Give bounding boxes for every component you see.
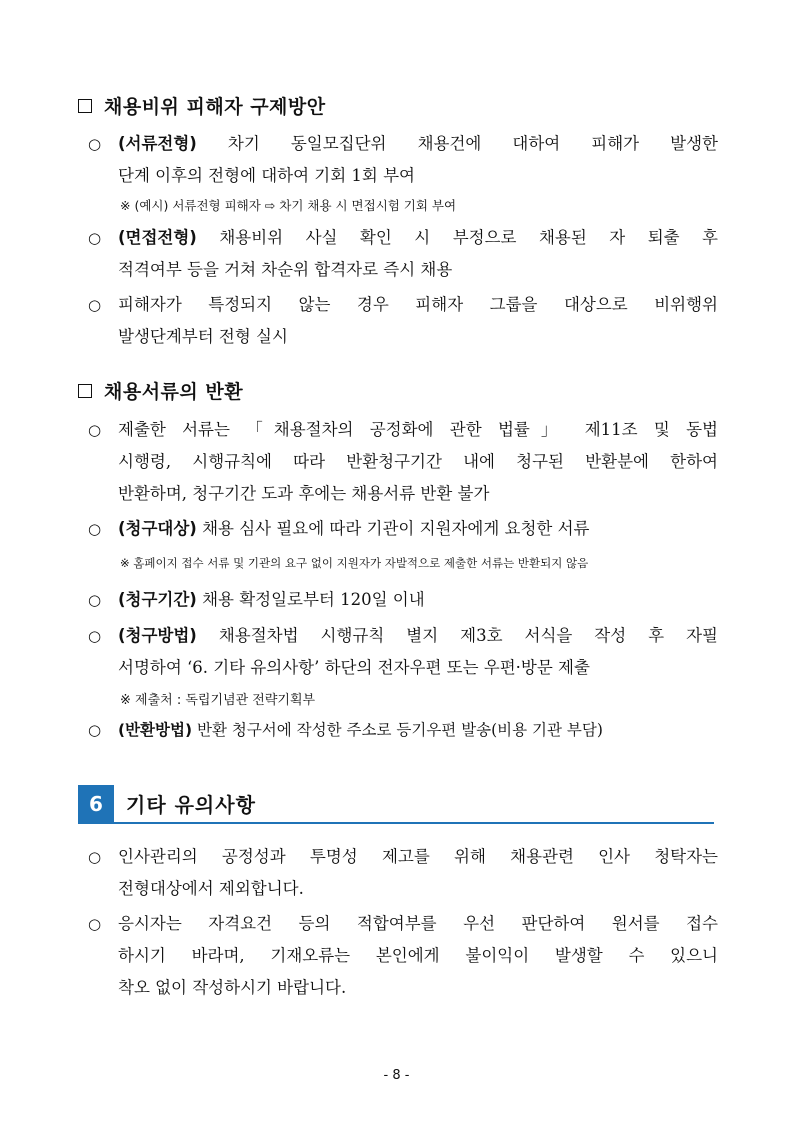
item-text-cont: 하시기 바라며, 기재오류는 본인에게 불이익이 발생할 수 있으니 bbox=[118, 946, 718, 965]
list-item bbox=[88, 414, 718, 510]
page-number: - 8 - bbox=[383, 1068, 410, 1083]
item-label: (면접전형) bbox=[118, 228, 197, 247]
item-text: 피해자가 특정되지 않는 경우 피해자 그룹을 대상으로 비위행위 bbox=[118, 295, 718, 314]
circle-bullet-icon: ○ bbox=[88, 296, 102, 314]
checkbox-square-icon bbox=[78, 99, 92, 113]
item-text: 제출한 서류는 「채용절차의 공정화에 관한 법률」 제11조 및 동법 bbox=[118, 420, 718, 439]
item-text: 응시자는 자격요건 등의 적합여부를 우선 판단하여 원서를 접수 bbox=[118, 914, 718, 933]
checkbox-square-icon bbox=[78, 384, 92, 398]
item-label: (서류전형) bbox=[118, 134, 197, 153]
item-text: 반환 청구서에 작성한 주소로 등기우편 발송(비용 기관 부담) bbox=[192, 721, 603, 739]
heading-text: 채용비위 피해자 구제방안 bbox=[104, 96, 326, 118]
circle-bullet-icon: ○ bbox=[88, 848, 102, 866]
section-number: 6 bbox=[78, 785, 114, 822]
circle-bullet-icon: ○ bbox=[88, 135, 102, 153]
section-6-header bbox=[78, 785, 714, 824]
heading-text: 채용서류의 반환 bbox=[104, 381, 244, 403]
item-text-cont: 발생단계부터 전형 실시 bbox=[118, 327, 288, 346]
item-label: (청구기간) bbox=[118, 590, 197, 609]
circle-bullet-icon: ○ bbox=[88, 520, 102, 538]
list-item bbox=[88, 584, 718, 616]
item-text-cont: 서명하여 ‘6. 기타 유의사항’ 하단의 전자우편 또는 우편·방문 제출 bbox=[118, 658, 590, 677]
item-text: 채용비위 사실 확인 시 부정으로 채용된 자 퇴출 후 bbox=[196, 228, 718, 247]
item-text: 인사관리의 공정성과 투명성 제고를 위해 채용관련 인사 청탁자는 bbox=[118, 847, 718, 866]
list-item bbox=[88, 620, 718, 684]
list-item bbox=[88, 222, 718, 286]
list-item bbox=[88, 908, 718, 1004]
item-text: 채용 심사 필요에 따라 기관이 지원자에게 요청한 서류 bbox=[196, 519, 590, 538]
item-label: (청구방법) bbox=[118, 626, 197, 645]
note: ※ (예시) 서류전형 피해자 ⇨ 차기 채용 시 면접시험 기회 부여 bbox=[120, 198, 457, 213]
list-item bbox=[88, 841, 718, 905]
circle-bullet-icon: ○ bbox=[88, 591, 102, 609]
section-heading-remedy bbox=[78, 92, 326, 119]
item-text: 차기 동일모집단위 채용건에 대하여 피해가 발생한 bbox=[196, 134, 718, 153]
list-item bbox=[88, 128, 718, 192]
circle-bullet-icon: ○ bbox=[88, 229, 102, 247]
item-text: 채용 확정일로부터 120일 이내 bbox=[196, 590, 425, 609]
item-text: 채용절차법 시행규칙 별지 제3호 서식을 작성 후 자필 bbox=[196, 626, 718, 645]
circle-bullet-icon: ○ bbox=[88, 915, 102, 933]
section-title: 기타 유의사항 bbox=[126, 793, 256, 817]
item-text-cont: 착오 없이 작성하시기 바랍니다. bbox=[118, 978, 347, 997]
circle-bullet-icon: ○ bbox=[88, 627, 102, 645]
item-text-cont: 적격여부 등을 거쳐 차순위 합격자로 즉시 채용 bbox=[118, 260, 453, 279]
item-label: (청구대상) bbox=[118, 519, 197, 538]
item-text-cont: 단계 이후의 전형에 대하여 기회 1회 부여 bbox=[118, 166, 415, 185]
list-item bbox=[88, 714, 718, 746]
note: ※ 홈페이지 접수 서류 및 기관의 요구 없이 지원자가 자발적으로 제출한 서류는 반환되지 않음 bbox=[120, 556, 589, 570]
item-text-cont: 반환하며, 청구기간 도과 후에는 채용서류 반환 불가 bbox=[118, 484, 490, 503]
circle-bullet-icon: ○ bbox=[88, 421, 102, 439]
list-item bbox=[88, 513, 718, 545]
list-item bbox=[88, 289, 718, 353]
item-text-cont: 시행령, 시행규칙에 따라 반환청구기간 내에 청구된 반환분에 한하여 bbox=[118, 452, 718, 471]
note: ※ 제출처 : 독립기념관 전략기획부 bbox=[120, 693, 316, 708]
circle-bullet-icon: ○ bbox=[88, 721, 102, 739]
section-heading-return bbox=[78, 377, 243, 404]
item-label: (반환방법) bbox=[118, 721, 193, 739]
item-text-cont: 전형대상에서 제외합니다. bbox=[118, 879, 304, 898]
